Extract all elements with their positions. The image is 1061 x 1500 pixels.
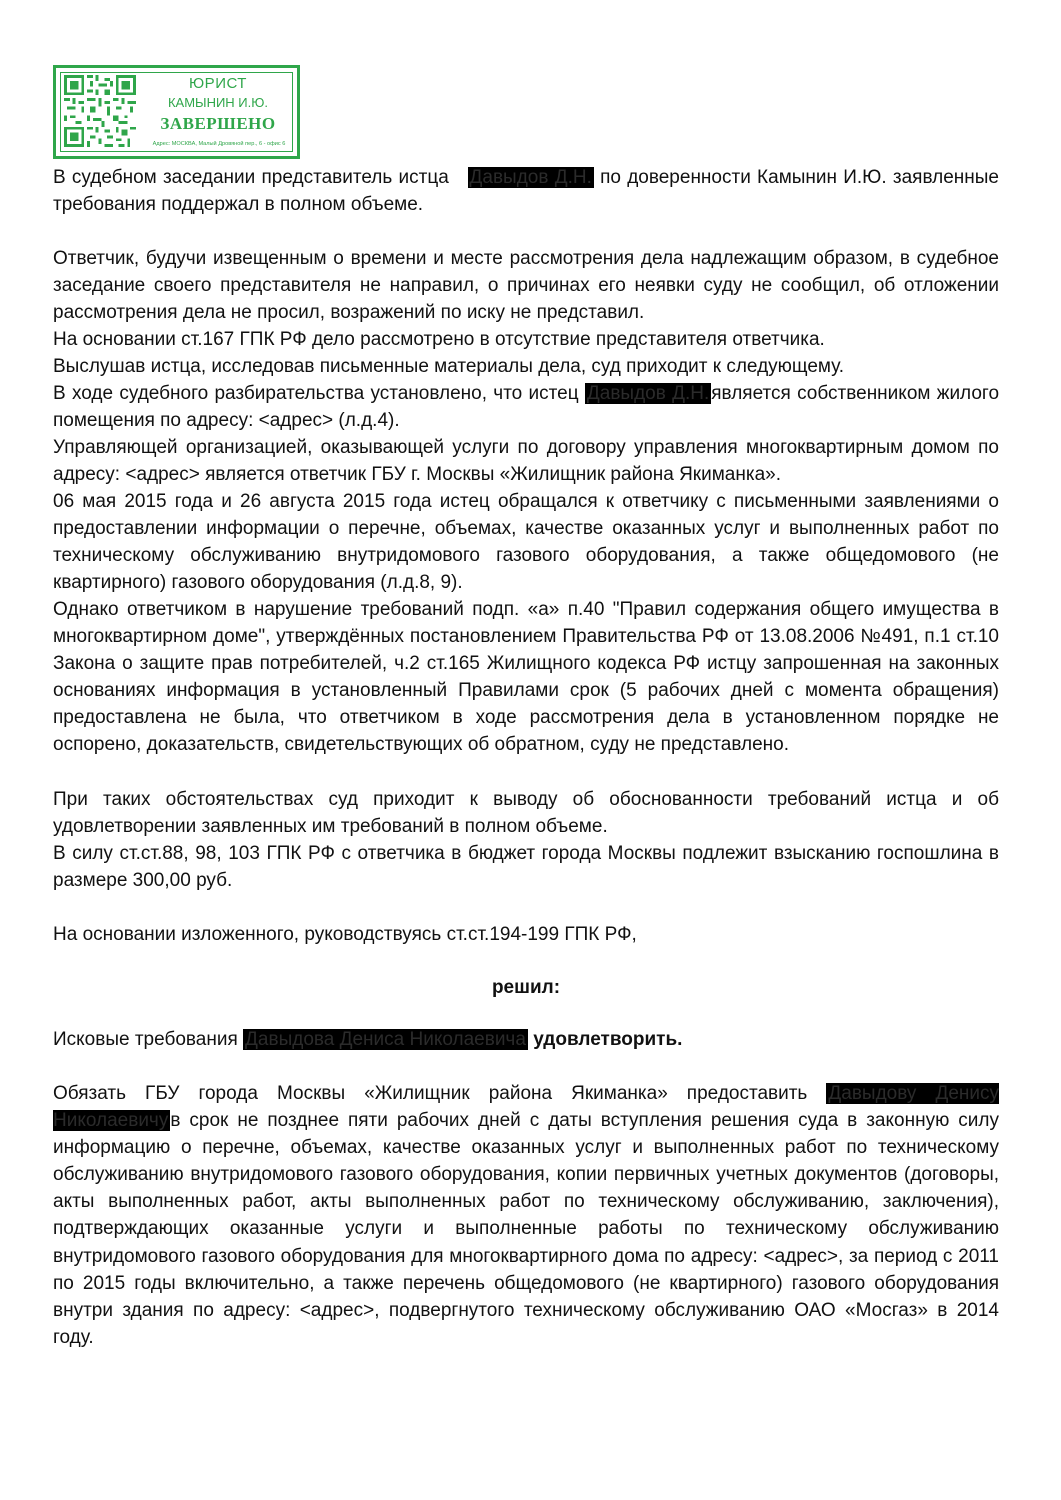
p13-text-b: в срок не позднее пяти рабочих дней с даты вступления решения суда в законную силу информацию о перечне, объемах, качестве оказанных услуг и выполненных работ по техническому обслуживанию внутридомового газового оборудования, копии первичных учетных документов (договоры, акты выполненных работ, акты выполненных работ по техническому обслуживанию, заключения), подтверждающих оказанные услуги и выполненные работы по техническому обслуживанию внутридомового газового оборудования для многоквартирного дома по адресу: <адрес>, за период с 2011 по 2015 годы включительно, а также перечень общедомового (не квартирного) газового оборудования внутри здания по адресу: <адрес>, подвергнутого техническому обслуживанию ОАО «Мосгаз» в 2014 году. [53, 1110, 999, 1348]
paragraph-basis: На основании изложенного, руководствуясь ст.ст.194-199 ГПК РФ, [53, 924, 637, 945]
paragraph-obligation [53, 1080, 999, 1351]
paragraph-violation: Однако ответчиком в нарушение требований подп. «а» п.40 "Правил содержания общего имущества в многоквартирном доме", утверждённых постановлением Правительства РФ от 13.08.2006 №491, п.1 ст.10 Закона о защите прав потребителей, ч.2 ст.165 Жилищного кодекса РФ истцу запрошенная на законных основаниях информация в установленный Правилами срок (5 рабочих дней с момента обращения) предоставлена не была, что ответчиком в ходе рассмотрения дела в установленном порядке не оспорено, доказательств, свидетельствующих об обратном, суду не представлено. [53, 599, 999, 756]
redacted-name: Давыдов Д.Н. [469, 167, 592, 188]
qr-code-icon [64, 75, 136, 147]
paragraph-state-duty: В силу ст.ст.88, 98, 103 ГПК РФ с ответчика в бюджет города Москвы подлежит взысканию госпошлина в размере 300,00 руб. [53, 843, 999, 892]
stamp-status: ЗАВЕРШЕНО [160, 114, 276, 133]
p5-text-b: является собственником жилого помещения по адресу: <адрес> (л.д.4). [53, 383, 1000, 432]
decision-heading: решил: [491, 977, 561, 998]
lawyer-stamp [53, 65, 300, 159]
paragraph-defendant-absence: Ответчик, будучи извещенным о времени и месте рассмотрения дела надлежащим образом, в судебное заседание своего представителя не направил, о причинах его неявки суду не сообщил, об отложении рассмотрения дела не просил, возражений по иску не представил. [53, 248, 999, 324]
p12-text-a: Исковые требования [53, 1029, 238, 1050]
paragraph-representative [53, 164, 999, 218]
p13-text-a: Обязать ГБУ города Москвы «Жилищник района Якиманка» предоставить [53, 1083, 808, 1104]
redacted-name: Давыдову Денису Николаевичу [53, 1083, 999, 1132]
paragraph-hearing: Выслушав истца, исследовав письменные материалы дела, суд приходит к следующему. [53, 356, 845, 377]
stamp-address: Адрес: МОСКВА, Малый Дровяной пер., 6 - офис 6 [152, 141, 286, 147]
redacted-name: Давыдов Д.Н. [586, 383, 710, 404]
paragraph-claims-granted [53, 1026, 999, 1053]
paragraph-ownership [53, 380, 999, 434]
redacted-name: Давыдова Дениса Николаевича [245, 1029, 526, 1050]
stamp-title-line2: КАМЫНИН И.Ю. [167, 95, 268, 110]
paragraph-article-167: На основании ст.167 ГПК РФ дело рассмотрено в отсутствие представителя ответчика. [53, 329, 825, 350]
p1-text-b: по доверенности Камынин И.Ю. заявленные требования поддержал в полном объеме. [53, 167, 999, 216]
paragraph-management-company: Управляющей организацией, оказывающей услуги по договору управления многоквартирным домом по адресу: <адрес> является ответчик ГБУ г. Москвы «Жилищник района Якиманка». [53, 437, 999, 486]
p5-text-a: В ходе судебного разбирательства установлено, что истец [53, 383, 579, 404]
paragraph-conclusion: При таких обстоятельствах суд приходит к выводу об обоснованности требований истца и об удовлетворении заявленных им требований в полном объеме. [53, 789, 999, 838]
stamp-title-line1: ЮРИСТ [189, 75, 247, 92]
p12-text-b: удовлетворить. [533, 1029, 683, 1050]
p1-text-a: В судебном заседании представитель истца [53, 167, 449, 188]
paragraph-requests: 06 мая 2015 года и 26 августа 2015 года истец обращался к ответчику с письменными заявлениями о предоставлении информации о перечне, объемах, качестве оказанных услуг и выполненных работ по техническому обслуживанию внутридомового газового оборудования, а также общедомового (не квартирного) газового оборудования (л.д.8, 9). [53, 491, 999, 594]
